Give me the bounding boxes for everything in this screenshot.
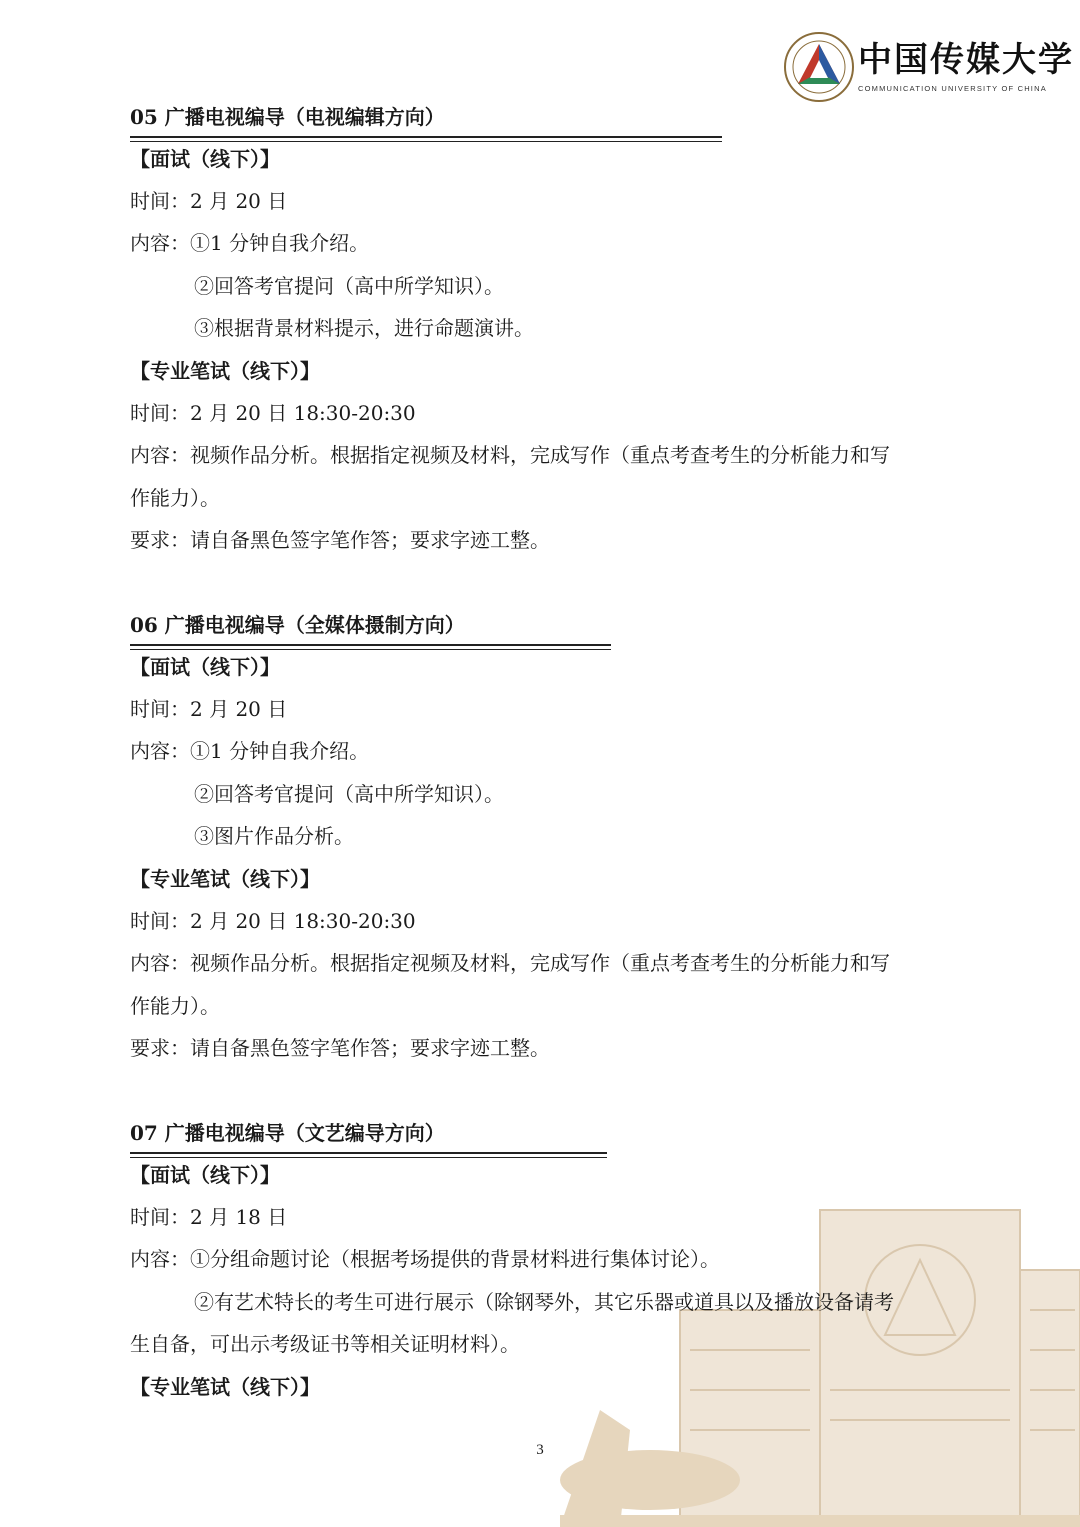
section-title-05: 05 广播电视编导（电视编辑方向） bbox=[130, 105, 445, 129]
written-heading-07: 【专业笔试（线下）】 bbox=[130, 1375, 320, 1399]
logo-chinese-name: 中国传媒大学 bbox=[858, 40, 1074, 80]
university-emblem-icon bbox=[782, 30, 856, 104]
written-content-06: 内容：视频作品分析。根据指定视频及材料，完成写作（重点考查考生的分析能力和写 bbox=[130, 951, 890, 975]
interview-item2-06: ②回答考官提问（高中所学知识）。 bbox=[194, 782, 504, 806]
written-requirement-06: 要求：请自备黑色签字笔作答；要求字迹工整。 bbox=[130, 1036, 550, 1060]
section-divider-05 bbox=[130, 136, 722, 138]
campus-building-watermark bbox=[560, 1190, 1080, 1527]
section-divider-06-thin bbox=[130, 649, 611, 650]
section-divider-07 bbox=[130, 1152, 607, 1154]
interview-heading-07: 【面试（线下）】 bbox=[130, 1163, 280, 1187]
written-heading-06: 【专业笔试（线下）】 bbox=[130, 867, 320, 891]
interview-item3-06: ③图片作品分析。 bbox=[194, 824, 354, 848]
written-heading-05: 【专业笔试（线下）】 bbox=[130, 359, 320, 383]
written-content-05-cont: 作能力）。 bbox=[130, 486, 220, 510]
section-divider-07-thin bbox=[130, 1157, 607, 1158]
written-requirement-05: 要求：请自备黑色签字笔作答；要求字迹工整。 bbox=[130, 528, 550, 552]
interview-item2-07-cont: 生自备，可出示考级证书等相关证明材料）。 bbox=[130, 1332, 520, 1356]
interview-item2-05: ②回答考官提问（高中所学知识）。 bbox=[194, 274, 504, 298]
written-content-05: 内容：视频作品分析。根据指定视频及材料，完成写作（重点考查考生的分析能力和写 bbox=[130, 443, 890, 467]
interview-time-05: 时间：2 月 20 日 bbox=[130, 189, 288, 213]
interview-item1-05: 内容：①1 分钟自我介绍。 bbox=[130, 231, 370, 255]
section-divider-06 bbox=[130, 644, 611, 646]
interview-time-07: 时间：2 月 18 日 bbox=[130, 1205, 288, 1229]
interview-heading-06: 【面试（线下）】 bbox=[130, 655, 280, 679]
interview-item1-07: 内容：①分组命题讨论（根据考场提供的背景材料进行集体讨论）。 bbox=[130, 1247, 720, 1271]
written-content-06-cont: 作能力）。 bbox=[130, 994, 220, 1018]
interview-time-06: 时间：2 月 20 日 bbox=[130, 697, 288, 721]
written-time-06: 时间：2 月 20 日 18:30-20:30 bbox=[130, 909, 416, 933]
section-title-06: 06 广播电视编导（全媒体摄制方向） bbox=[130, 613, 465, 637]
page-number: 3 bbox=[536, 1442, 544, 1458]
interview-item2-07: ②有艺术特长的考生可进行展示（除钢琴外，其它乐器或道具以及播放设备请考 bbox=[194, 1290, 894, 1314]
logo-english-name: COMMUNICATION UNIVERSITY OF CHINA bbox=[858, 84, 1047, 93]
interview-heading-05: 【面试（线下）】 bbox=[130, 147, 280, 171]
interview-item3-05: ③根据背景材料提示，进行命题演讲。 bbox=[194, 316, 534, 340]
written-time-05: 时间：2 月 20 日 18:30-20:30 bbox=[130, 401, 416, 425]
section-title-07: 07 广播电视编导（文艺编导方向） bbox=[130, 1121, 445, 1145]
interview-item1-06: 内容：①1 分钟自我介绍。 bbox=[130, 739, 370, 763]
section-divider-05-thin bbox=[130, 141, 722, 142]
